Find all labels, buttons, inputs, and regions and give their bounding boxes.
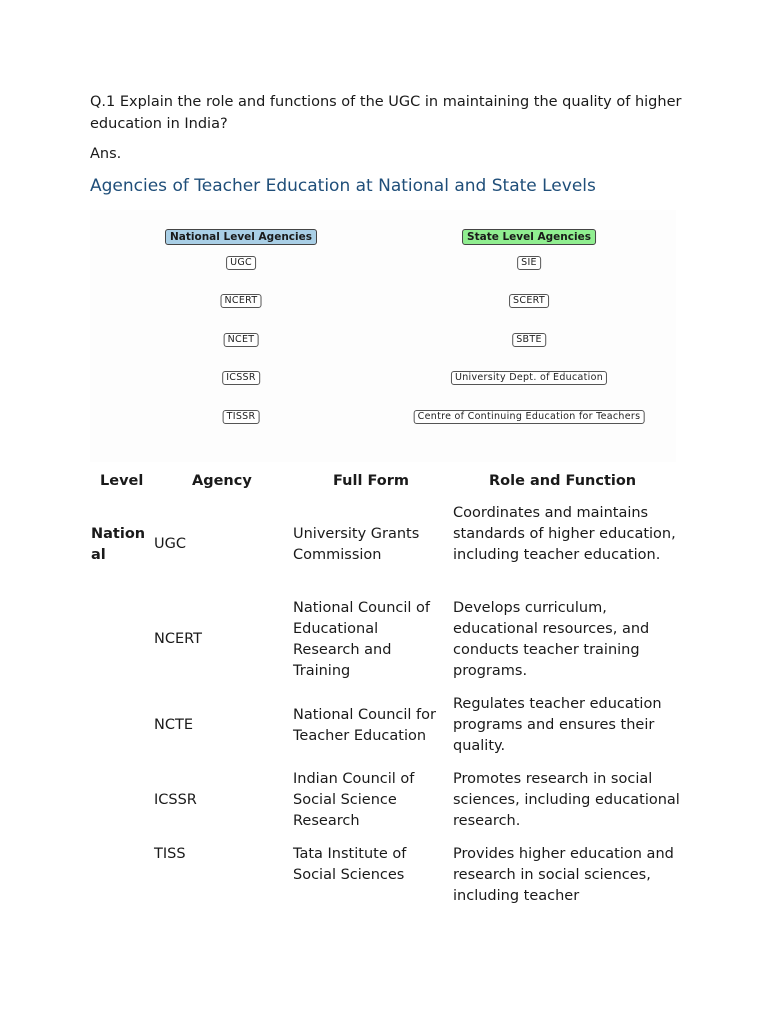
answer-label: Ans. [90, 146, 122, 162]
table-row-agency: ICSSR [154, 792, 197, 808]
table-row-full-form: Tata Institute of Social Sciences [293, 846, 407, 883]
table-row-agency: NCTE [154, 717, 193, 733]
state-node-university-dept: University Dept. of Education [451, 371, 607, 385]
table-row-role: Provides higher education and research in social sciences, including teacher [453, 846, 674, 904]
section-heading: Agencies of Teacher Education at National and State Levels [90, 176, 596, 196]
national-level-header: National Level Agencies [165, 229, 317, 245]
header-agency: Agency [192, 473, 252, 489]
table-row-full-form: University Grants Commission [293, 526, 420, 563]
table-row-agency: NCERT [154, 631, 203, 647]
table-row-full-form: National Council of Educational Research and Training [293, 600, 431, 679]
table-row-role: Coordinates and maintains standards of higher education, including teacher education. [453, 505, 676, 563]
table-row-agency: TISS [154, 846, 186, 862]
national-node-icssr: ICSSR [222, 371, 260, 385]
header-role: Role and Function [489, 473, 637, 489]
national-node-ncert: NCERT [221, 294, 262, 308]
state-node-sbte: SBTE [512, 333, 546, 347]
agencies-diagram [90, 210, 676, 462]
state-node-scert: SCERT [509, 294, 549, 308]
header-full-form: Full Form [333, 473, 410, 489]
table-row-agency: UGC [154, 536, 186, 552]
header-level: Level [100, 473, 144, 489]
table-row-full-form: Indian Council of Social Science Research [293, 771, 415, 829]
national-node-ugc: UGC [226, 256, 256, 270]
national-node-ncet: NCET [224, 333, 259, 347]
state-node-sie: SIE [517, 256, 541, 270]
state-level-header: State Level Agencies [462, 229, 596, 245]
level-cell-national: Nation al [91, 526, 146, 563]
question-text: Q.1 Explain the role and functions of the UGC in maintaining the quality of higher education in India? [90, 94, 682, 132]
table-row-full-form: National Council for Teacher Education [293, 707, 436, 744]
table-row-role: Promotes research in social sciences, including educational research. [453, 771, 680, 829]
state-node-continuing-education: Centre of Continuing Education for Teachers [414, 410, 645, 424]
table-row-role: Develops curriculum, educational resources, and conducts teacher training programs. [453, 600, 650, 679]
table-row-role: Regulates teacher education programs and ensures their quality. [453, 696, 662, 754]
national-node-tissr: TISSR [223, 410, 260, 424]
table-header [0, 470, 768, 492]
